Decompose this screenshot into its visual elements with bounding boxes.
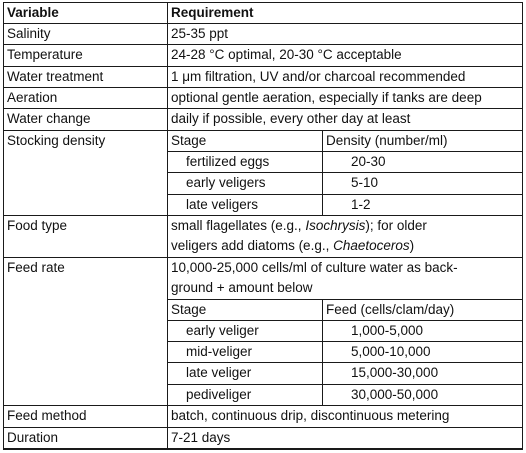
water-treatment-value: 1 μm filtration, UV and/or charcoal recommended xyxy=(168,67,523,88)
feed-method-label: Feed method xyxy=(4,406,168,428)
table-row xyxy=(4,88,523,109)
water-treatment-label: Water treatment xyxy=(4,67,168,88)
table-row xyxy=(4,109,523,131)
salinity-value: 25-35 ppt xyxy=(168,24,523,45)
food-type-text: ); for older xyxy=(365,218,427,233)
food-type-value xyxy=(168,216,523,258)
aeration-value: optional gentle aeration, especially if tanks are deep xyxy=(168,88,523,109)
stocking-density-value: 5-10 xyxy=(323,173,523,195)
food-type-label: Food type xyxy=(4,216,168,258)
stocking-stage: late veligers xyxy=(168,195,323,216)
feed-amount-header: Feed (cells/clam/day) xyxy=(323,300,523,321)
table-row xyxy=(4,449,523,450)
feed-stage: late veliger xyxy=(168,363,323,385)
feed-stage-header: Stage xyxy=(168,300,323,321)
stocking-stage: early veligers xyxy=(168,173,323,195)
table-row xyxy=(4,131,523,152)
empty-cell xyxy=(168,449,523,450)
table-row xyxy=(4,24,523,45)
duration-label: Duration xyxy=(4,428,168,449)
feed-stage: early veliger xyxy=(168,321,323,342)
header-row xyxy=(4,3,523,24)
table-row xyxy=(4,67,523,88)
temperature-label: Temperature xyxy=(4,45,168,67)
header-requirement: Requirement xyxy=(168,3,523,24)
salinity-label: Salinity xyxy=(4,24,168,45)
feed-amount: 30,000-50,000 xyxy=(323,385,523,406)
feed-amount: 5,000-10,000 xyxy=(323,342,523,363)
table-row xyxy=(4,216,523,258)
feed-amount: 15,000-30,000 xyxy=(323,363,523,385)
stocking-stage-header: Stage xyxy=(168,131,323,152)
table-row xyxy=(4,258,523,300)
stocking-density-header: Density (number/ml) xyxy=(323,131,523,152)
water-change-value: daily if possible, every other day at least xyxy=(168,109,523,131)
feed-stage: pediveliger xyxy=(168,385,323,406)
feed-rate-line: ground + amount below xyxy=(171,280,313,295)
feed-amount: 1,000-5,000 xyxy=(323,321,523,342)
table-row xyxy=(4,406,523,428)
requirements-table xyxy=(3,2,523,450)
feed-rate-label: Feed rate xyxy=(4,258,168,406)
temperature-value: 24-28 °C optimal, 20-30 °C acceptable xyxy=(168,45,523,67)
food-type-text: veligers add diatoms (e.g., xyxy=(171,238,334,253)
feed-stage: mid-veliger xyxy=(168,342,323,363)
stocking-density-value: 20-30 xyxy=(323,152,523,173)
feed-rate-line: 10,000-25,000 cells/ml of culture water as back- xyxy=(171,260,458,275)
empty-cell xyxy=(4,449,168,450)
food-type-text: small flagellates (e.g., xyxy=(171,218,306,233)
stocking-density-value: 1-2 xyxy=(323,195,523,216)
food-type-genus: Isochrysis xyxy=(305,218,366,233)
food-type-genus: Chaetoceros xyxy=(333,238,410,253)
feed-rate-value xyxy=(168,258,523,300)
aeration-label: Aeration xyxy=(4,88,168,109)
feed-method-value: batch, continuous drip, discontinuous metering xyxy=(168,406,523,428)
water-change-label: Water change xyxy=(4,109,168,131)
table-row xyxy=(4,428,523,449)
header-variable: Variable xyxy=(4,3,168,24)
duration-value: 7-21 days xyxy=(168,428,523,449)
stocking-density-label: Stocking density xyxy=(4,131,168,216)
food-type-text: ) xyxy=(409,238,415,253)
table-row xyxy=(4,45,523,67)
stocking-stage: fertilized eggs xyxy=(168,152,323,173)
